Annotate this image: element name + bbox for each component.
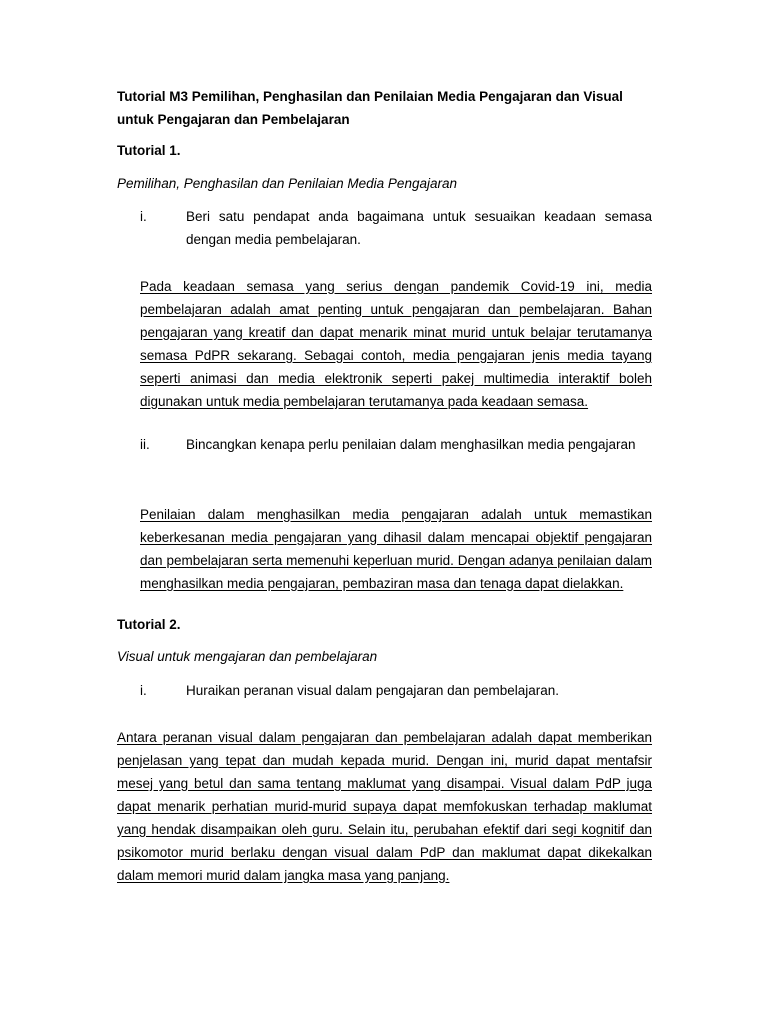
tutorial-1-heading: Tutorial 1. (117, 143, 181, 158)
document-title: Tutorial M3 Pemilihan, Penghasilan dan Penilaian Media Pengajaran dan Visual untuk Pengajaran dan Pembelajaran (117, 89, 623, 127)
question-text: Bincangkan kenapa perlu penilaian dalam menghasilkan media pengajaran (186, 437, 636, 452)
tutorial-1-answer-1: Pada keadaan semasa yang serius dengan pandemik Covid-19 ini, media pembelajaran adalah amat penting untuk pengajaran dan pembelajaran. Bahan pengajaran yang kreatif dan dapat menarik minat murid untuk belajar terutamanya semasa PdPR sekarang. Sebagai contoh, media pengajaran jenis media tayang seperti animasi dan media elektronik seperti pakej multimedia interaktif boleh digunakan untuk media pembelajaran terutamanya pada keadaan semasa. (140, 278, 652, 409)
tutorial-1-subtitle: Pemilihan, Penghasilan dan Penilaian Media Pengajaran (117, 176, 457, 191)
question-number: i. (140, 209, 147, 224)
question-number: ii. (140, 437, 150, 452)
question-text: Beri satu pendapat anda bagaimana untuk sesuaikan keadaan semasa dengan media pembelajaran. (186, 209, 652, 247)
question-number: i. (140, 683, 147, 698)
tutorial-1-question-1 (140, 205, 652, 251)
question-text: Huraikan peranan visual dalam pengajaran dan pembelajaran. (186, 683, 559, 698)
tutorial-1-question-2 (140, 433, 652, 456)
tutorial-2-question-1 (140, 679, 652, 702)
tutorial-2-answer-1: Antara peranan visual dalam pengajaran dan pembelajaran adalah dapat memberikan penjelasan yang tepat dan mudah kepada murid. Dengan ini, murid dapat mentafsir mesej yang betul dan sama tentang maklumat yang disampai. Visual dalam PdP juga dapat menarik perhatian murid-murid supaya dapat memfokuskan terhadap maklumat yang hendak disampaikan oleh guru. Selain itu, perubahan efektif dari segi kognitif dan psikomotor murid berlaku dengan visual dalam PdP dan maklumat dapat dikekalkan dalam memori murid dalam jangka masa yang panjang. (117, 729, 652, 883)
tutorial-2-heading: Tutorial 2. (117, 617, 181, 632)
tutorial-2-subtitle: Visual untuk mengajaran dan pembelajaran (117, 649, 378, 664)
tutorial-1-answer-2: Penilaian dalam menghasilkan media pengajaran adalah untuk memastikan keberkesanan media pengajaran yang dihasil dalam mencapai objektif pengajaran dan pembelajaran serta memenuhi keperluan murid. Dengan adanya penilaian dalam menghasilkan media pengajaran, pembaziran masa dan tenaga dapat dielakkan. (140, 506, 652, 591)
